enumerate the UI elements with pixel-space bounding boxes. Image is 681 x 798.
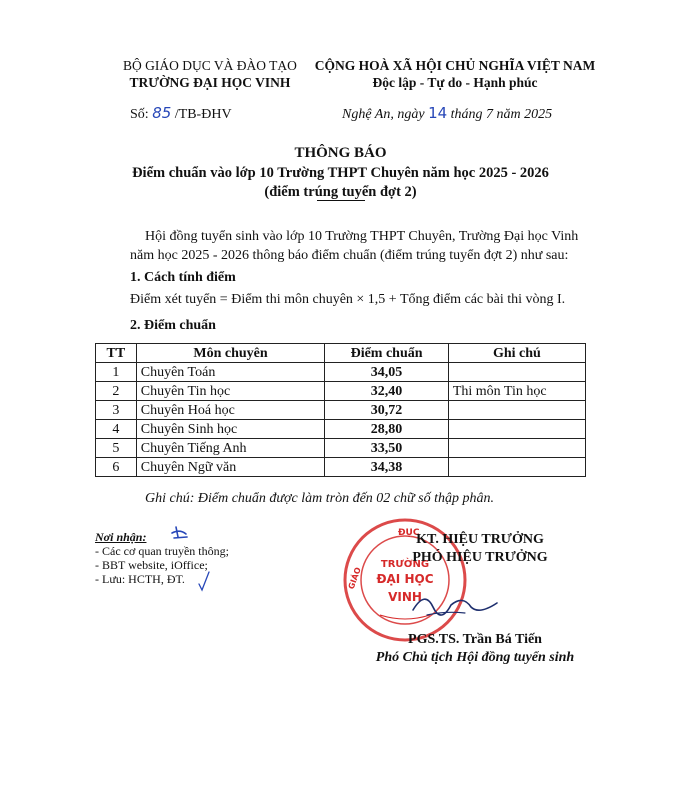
national-header [300, 57, 610, 91]
date-prefix: Nghệ An, ngày [342, 107, 425, 122]
date-day-handwritten: 14 [428, 104, 448, 122]
country-name: CỘNG HOÀ XÃ HỘI CHỦ NGHĨA VIỆT NAM [314, 58, 596, 73]
row-note [448, 439, 585, 458]
seal-text-top: ĐỤC [398, 528, 420, 538]
recipient-item: - Lưu: HCTH, ĐT. [95, 572, 185, 586]
table-row [96, 420, 586, 439]
column-header-tt: TT [96, 344, 137, 363]
row-number: 2 [96, 382, 137, 401]
row-subject: Chuyên Tiếng Anh [136, 439, 325, 458]
ink-check-mark [197, 570, 211, 592]
handwritten-signature [405, 585, 505, 625]
table-row [96, 401, 586, 420]
intro-paragraph: Hội đồng tuyển sinh vào lớp 10 Trường THPT Chuyên, Trường Đại học Vinh năm học 2025 - 2026 thông báo điểm chuẩn (điểm trúng tuyển đợt 2) như sau: [130, 229, 579, 263]
recipients-title: Nơi nhận: [95, 530, 147, 544]
row-note [448, 401, 585, 420]
table-header-row [96, 344, 586, 363]
row-number: 4 [96, 420, 137, 439]
signature-block [350, 531, 610, 567]
recipient-item: - Các cơ quan truyền thông; [95, 544, 229, 558]
row-note [448, 363, 585, 382]
table-row [96, 458, 586, 477]
row-number: 6 [96, 458, 137, 477]
seal-text-line-1: TRƯỜNG [380, 559, 430, 570]
table-row [96, 363, 586, 382]
table-row [96, 439, 586, 458]
seal-text-line-2: ĐẠI HỌC [376, 572, 434, 586]
cutoff-score-table [95, 343, 586, 477]
section-2-heading: 2. Điểm chuẩn [130, 318, 216, 333]
table-row [96, 382, 586, 401]
university-name: TRƯỜNG ĐẠI HỌC VINH [129, 75, 291, 90]
title-underline [317, 200, 365, 201]
subtitle-line-1: Điểm chuẩn vào lớp 10 Trường THPT Chuyên năm học 2025 - 2026 [132, 165, 549, 181]
column-header-note: Ghi chú [448, 344, 585, 363]
ref-prefix: Số: [130, 107, 149, 122]
row-score: 28,80 [325, 420, 449, 439]
seal-text-left: GIÁO [346, 566, 363, 591]
row-number: 3 [96, 401, 137, 420]
date-suffix: tháng 7 năm 2025 [450, 107, 553, 122]
signer-role: Phó Chủ tịch Hội đồng tuyển sinh [375, 650, 575, 665]
row-number: 1 [96, 363, 137, 382]
rounding-footnote: Ghi chú: Điểm chuẩn được làm tròn đến 02 chữ số thập phân. [145, 491, 494, 506]
document-reference [130, 104, 232, 123]
seal-text-line-3: VINH [388, 590, 422, 604]
column-header-score: Điểm chuẩn [325, 344, 449, 363]
row-note: Thi môn Tin học [448, 382, 585, 401]
signature-line-2: PHÓ HIỆU TRƯỞNG [412, 550, 548, 565]
document-subtitle [0, 164, 681, 202]
row-score: 32,40 [325, 382, 449, 401]
row-note [448, 420, 585, 439]
row-score: 34,38 [325, 458, 449, 477]
row-score: 33,50 [325, 439, 449, 458]
signer-name: PGS.TS. Trần Bá Tiến [408, 632, 542, 647]
subtitle-line-2: (điểm trúng tuyển đợt 2) [264, 184, 417, 200]
row-score: 30,72 [325, 401, 449, 420]
row-subject: Chuyên Ngữ văn [136, 458, 325, 477]
row-subject: Chuyên Sinh học [136, 420, 325, 439]
recipient-item: - BBT website, iOffice; [95, 558, 208, 572]
row-subject: Chuyên Toán [136, 363, 325, 382]
row-note [448, 458, 585, 477]
national-motto: Độc lập - Tự do - Hạnh phúc [372, 75, 538, 90]
row-score: 34,05 [325, 363, 449, 382]
document-title: THÔNG BÁO [294, 145, 387, 161]
row-subject: Chuyên Hoá học [136, 401, 325, 420]
score-formula: Điểm xét tuyển = Điểm thi môn chuyên × 1,5 + Tổng điểm các bài thi vòng I. [130, 292, 566, 307]
column-header-subject: Môn chuyên [136, 344, 325, 363]
ministry-name: BỘ GIÁO DỤC VÀ ĐÀO TẠO [123, 58, 297, 73]
row-number: 5 [96, 439, 137, 458]
issuer-header [95, 57, 325, 91]
ref-number-handwritten: 85 [152, 104, 172, 122]
signature-line-1: KT. HIỆU TRƯỞNG [416, 532, 544, 547]
ink-initial-mark [170, 525, 190, 541]
document-date [342, 104, 552, 123]
ref-suffix: /TB-ĐHV [174, 107, 232, 122]
section-1-heading: 1. Cách tính điểm [130, 270, 236, 285]
row-subject: Chuyên Tin học [136, 382, 325, 401]
